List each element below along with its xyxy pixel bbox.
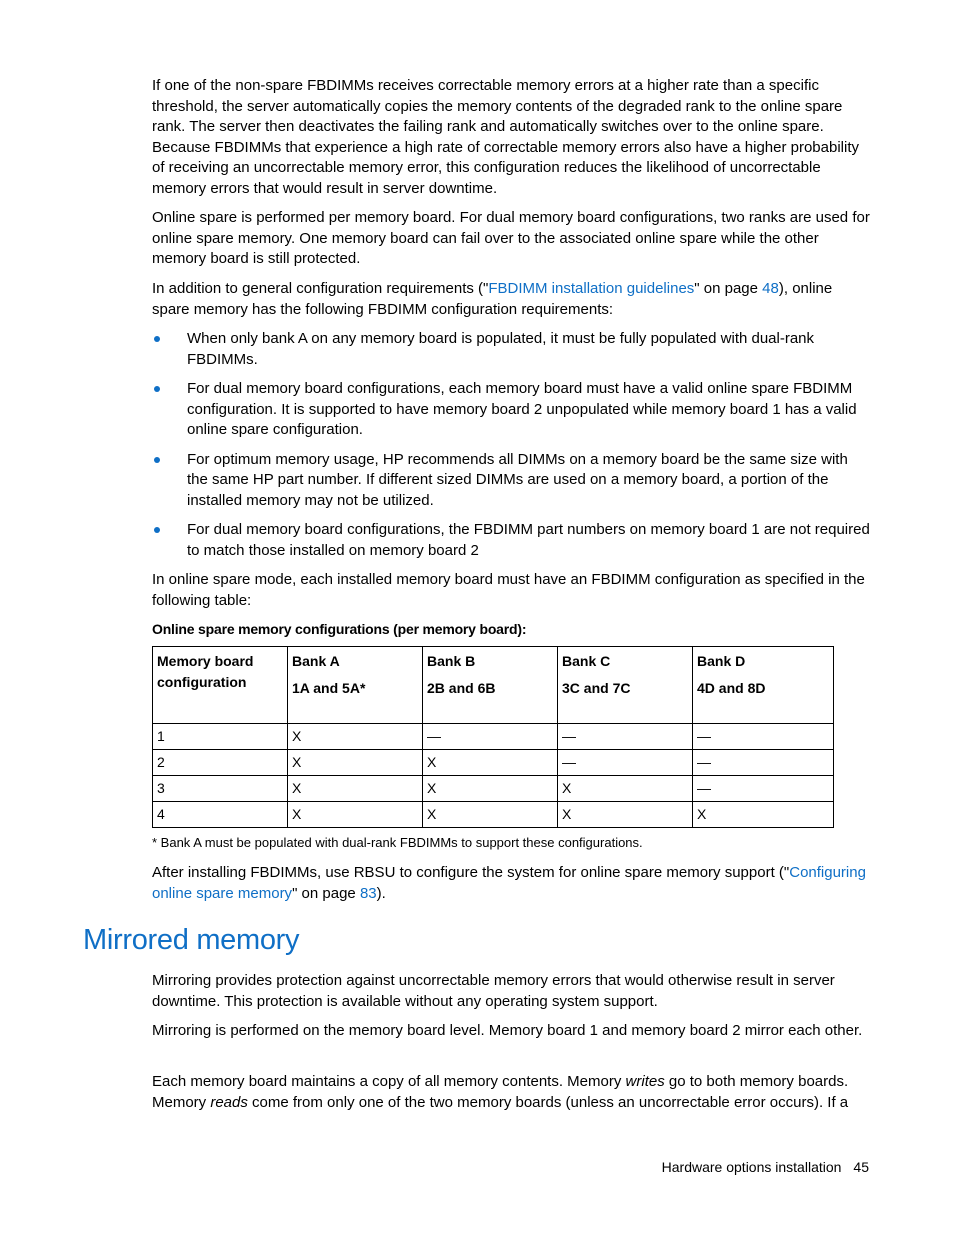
table-cell: 4: [153, 802, 288, 828]
table-cell: X: [558, 776, 693, 802]
table-cell: X: [288, 724, 423, 750]
header-line: Bank D: [697, 653, 746, 669]
list-item-text: For dual memory board configurations, the FBDIMM part numbers on memory board 1 are not required to match those installed on memory board 2: [187, 521, 870, 559]
paragraph-online-spare-mode: In online spare mode, each installed memory board must have an FBDIMM configuration as specified in the following table:: [152, 571, 865, 609]
header-line: Memory board: [157, 653, 254, 669]
table-cell: X: [288, 750, 423, 776]
table-row: [153, 802, 834, 828]
text: In addition to general configuration requirements (": [152, 280, 489, 297]
header-memory-board: [153, 647, 288, 724]
online-spare-config-table: [152, 646, 834, 828]
table-cell: X: [423, 802, 558, 828]
header-line: 3C and 7C: [562, 680, 631, 696]
header-line: Bank C: [562, 653, 611, 669]
text: ).: [376, 884, 386, 902]
text: go to both memory boards. Memory: [152, 1073, 849, 1111]
list-item: [152, 329, 872, 370]
list-item-text: For dual memory board configurations, each memory board must have a valid online spare FBDIMM configuration. It is supported to have memory board 2 unpopulated while memory board 1 has a valid online spare configuration.: [187, 380, 857, 438]
table-cell: 3: [153, 776, 288, 802]
table-cell: —: [693, 750, 834, 776]
table-caption: Online spare memory configurations (per memory board):: [152, 621, 527, 637]
table-header-row: [153, 647, 834, 724]
table-cell: X: [288, 776, 423, 802]
list-item-text: When only bank A on any memory board is populated, it must be fully populated with dual-rank FBDIMMs.: [187, 330, 815, 368]
link-page-48[interactable]: 48: [762, 280, 779, 297]
paragraph-memory-contents: [152, 1072, 872, 1113]
table-cell: —: [693, 724, 834, 750]
paragraph-mirroring-protection: Mirroring provides protection against uncorrectable memory errors that would otherwise result in server downtime. This protection is available without any operating system support.: [152, 972, 835, 1010]
requirements-list: [152, 329, 872, 570]
list-item-text: For optimum memory usage, HP recommends all DIMMs on a memory board be the same size with the same HP part number. If different sized DIMMs are used on a memory board, a portion of the installed memory may not be utilized.: [187, 450, 848, 509]
paragraph-online-spare-intro: If one of the non-spare FBDIMMs receives correctable memory errors at a higher rate than a specific threshold, the server automatically copies the memory contents of the degraded rank to the online spare rank. The server then deactivates the failing rank and automatically switches over to the online spare. Because FBDIMMs that experience a high rate of correctable memory errors also have a higher probability of receiving an uncorrectable memory error, this configuration reduces the likelihood of uncorrectable memory errors that would result in server downtime.: [152, 77, 859, 197]
list-item: [152, 379, 872, 441]
header-line: Bank B: [427, 653, 476, 669]
header-line: configuration: [157, 674, 247, 690]
table-row: [153, 776, 834, 802]
page-number: 45: [853, 1159, 869, 1175]
table-cell: —: [558, 750, 693, 776]
header-line: 1A and 5A*: [292, 680, 366, 696]
table-cell: —: [423, 724, 558, 750]
table-cell: X: [423, 750, 558, 776]
table-cell: —: [693, 776, 834, 802]
paragraph-after-installing: [152, 863, 872, 904]
table-cell: X: [423, 776, 558, 802]
text: ), online spare memory has the following FBDIMM configuration requirements:: [152, 280, 833, 318]
table-cell: X: [693, 802, 834, 828]
header-line: 4D and 8D: [697, 680, 766, 696]
header-line: 2B and 6B: [427, 680, 496, 696]
text: " on page: [292, 884, 360, 902]
text: " on page: [694, 280, 763, 297]
header-bank-b: [423, 647, 558, 724]
bullet-icon: [154, 527, 160, 533]
paragraph-per-board: Online spare is performed per memory board. For dual memory board configurations, two ranks are used for online spare memory. One memory board can fail over to the associated online spare while the other memory board is still protected.: [152, 209, 870, 267]
emphasis-writes: writes: [625, 1073, 665, 1090]
link-configuring-online-spare-memory[interactable]: Configuring online spare memory: [152, 864, 866, 902]
section-heading-mirrored-memory: Mirrored memory: [83, 924, 300, 956]
paragraph-config-requirements: [152, 279, 872, 320]
header-bank-a: [288, 647, 423, 724]
table-cell: X: [558, 802, 693, 828]
link-fbdimm-installation-guidelines[interactable]: FBDIMM installation guidelines: [488, 280, 695, 297]
page-footer: [650, 1159, 869, 1175]
header-bank-c: [558, 647, 693, 724]
table-footnote: * Bank A must be populated with dual-rank FBDIMMs to support these configurations.: [152, 835, 643, 850]
table-row: [153, 724, 834, 750]
table-cell: 2: [153, 750, 288, 776]
text: come from only one of the two memory boards (unless an uncorrectable error occurs). If a: [247, 1093, 849, 1111]
text: After installing FBDIMMs, use RBSU to configure the system for online spare memory support (": [152, 864, 790, 881]
text: Each memory board maintains a copy of all memory contents. Memory: [152, 1073, 626, 1090]
header-bank-d: [693, 647, 834, 724]
bullet-icon: [154, 457, 160, 463]
bullet-icon: [154, 386, 160, 392]
link-page-83[interactable]: 83: [359, 884, 377, 902]
table-cell: X: [288, 802, 423, 828]
emphasis-reads: reads: [210, 1093, 248, 1111]
bullet-icon: [154, 336, 160, 342]
footer-section-title: Hardware options installation: [661, 1159, 842, 1175]
table-cell: 1: [153, 724, 288, 750]
table-cell: —: [558, 724, 693, 750]
paragraph-mirroring-board-level: Mirroring is performed on the memory board level. Memory board 1 and memory board 2 mirror each other.: [152, 1022, 863, 1039]
header-line: Bank A: [292, 653, 340, 669]
list-item: [152, 450, 872, 512]
list-item: [152, 520, 872, 561]
table-row: [153, 750, 834, 776]
